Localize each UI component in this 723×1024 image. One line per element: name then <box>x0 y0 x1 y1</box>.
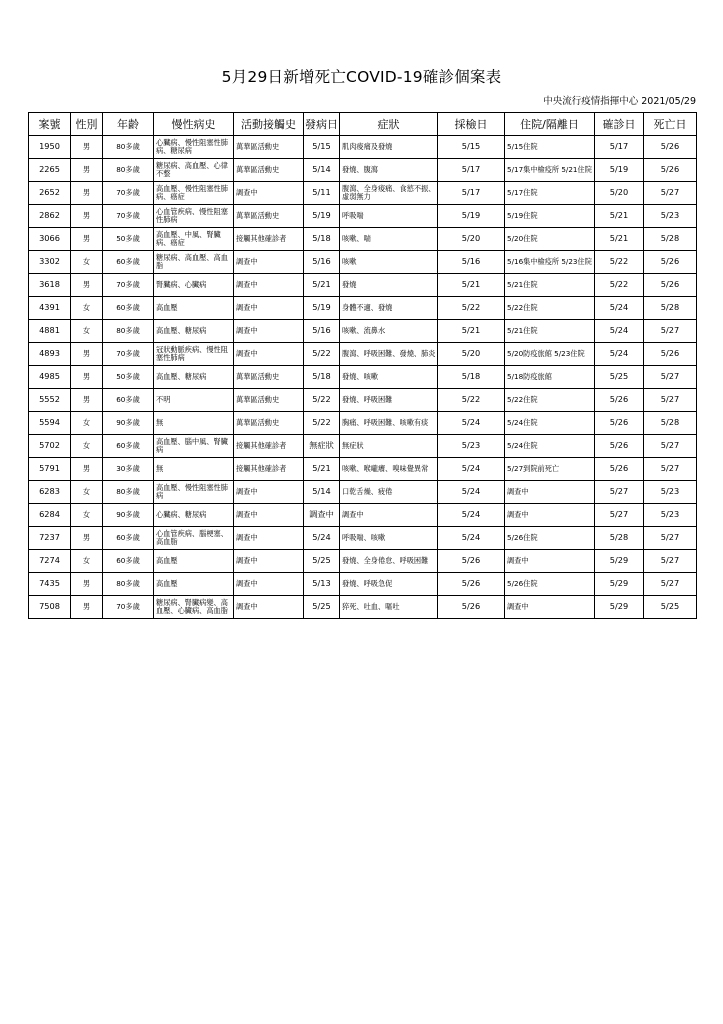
cell-contact: 調查中 <box>234 182 304 205</box>
cell-symptoms: 腹瀉、呼吸困難、發燒、肺炎 <box>340 343 438 366</box>
cell-hospital: 調查中 <box>505 504 595 527</box>
cell-sampled: 5/17 <box>438 182 505 205</box>
cell-sex: 男 <box>71 458 103 481</box>
cell-death: 5/26 <box>644 136 697 159</box>
cell-onset: 5/21 <box>304 458 340 481</box>
cell-sex: 男 <box>71 136 103 159</box>
cell-death: 5/28 <box>644 412 697 435</box>
cell-age: 80多歲 <box>103 159 154 182</box>
cell-contact: 接觸其他確診者 <box>234 228 304 251</box>
cell-death: 5/27 <box>644 182 697 205</box>
cell-hospital: 5/15住院 <box>505 136 595 159</box>
cell-confirmed: 5/17 <box>595 136 644 159</box>
cell-symptoms: 口乾舌燥、疲倦 <box>340 481 438 504</box>
cell-history: 無 <box>154 412 234 435</box>
cell-confirmed: 5/24 <box>595 343 644 366</box>
cell-sex: 男 <box>71 366 103 389</box>
cell-case: 6284 <box>29 504 71 527</box>
cell-symptoms: 無症狀 <box>340 435 438 458</box>
cell-onset: 5/15 <box>304 136 340 159</box>
cell-hospital: 5/26住院 <box>505 527 595 550</box>
cell-history: 高血壓、糖尿病 <box>154 320 234 343</box>
cell-contact: 調查中 <box>234 481 304 504</box>
cell-sampled: 5/26 <box>438 550 505 573</box>
cell-confirmed: 5/22 <box>595 251 644 274</box>
cell-confirmed: 5/26 <box>595 389 644 412</box>
cell-contact: 萬華區活動史 <box>234 412 304 435</box>
cell-confirmed: 5/28 <box>595 527 644 550</box>
header-onset: 發病日 <box>304 113 340 136</box>
cell-death: 5/28 <box>644 297 697 320</box>
cell-age: 80多歲 <box>103 136 154 159</box>
cell-history: 高血壓 <box>154 297 234 320</box>
cell-case: 7508 <box>29 596 71 619</box>
cell-onset: 調查中 <box>304 504 340 527</box>
cell-confirmed: 5/26 <box>595 435 644 458</box>
table-row <box>29 182 697 205</box>
table-row <box>29 573 697 596</box>
cell-onset: 5/16 <box>304 320 340 343</box>
cell-sex: 女 <box>71 297 103 320</box>
cell-case: 7274 <box>29 550 71 573</box>
cell-age: 60多歲 <box>103 435 154 458</box>
cell-hospital: 調查中 <box>505 550 595 573</box>
cell-age: 60多歲 <box>103 527 154 550</box>
header-confirmed: 確診日 <box>595 113 644 136</box>
table-row <box>29 458 697 481</box>
header-sex: 性別 <box>71 113 103 136</box>
cell-hospital: 5/20住院 <box>505 228 595 251</box>
cell-symptoms: 身體不適、發燒 <box>340 297 438 320</box>
cell-case: 4391 <box>29 297 71 320</box>
cell-sampled: 5/24 <box>438 458 505 481</box>
cell-history: 腎臟病、心臟病 <box>154 274 234 297</box>
cell-age: 90多歲 <box>103 504 154 527</box>
cell-sex: 女 <box>71 504 103 527</box>
cell-case: 6283 <box>29 481 71 504</box>
cell-sex: 女 <box>71 251 103 274</box>
cell-age: 60多歲 <box>103 251 154 274</box>
cell-hospital: 5/27到院前死亡 <box>505 458 595 481</box>
cell-sampled: 5/22 <box>438 389 505 412</box>
cell-sex: 女 <box>71 320 103 343</box>
cell-confirmed: 5/21 <box>595 228 644 251</box>
cell-onset: 5/22 <box>304 412 340 435</box>
cell-sex: 男 <box>71 159 103 182</box>
cell-onset: 5/25 <box>304 596 340 619</box>
cell-symptoms: 咳嗽、流鼻水 <box>340 320 438 343</box>
cell-death: 5/27 <box>644 435 697 458</box>
table-body <box>29 136 697 619</box>
cell-sampled: 5/20 <box>438 228 505 251</box>
cell-confirmed: 5/26 <box>595 412 644 435</box>
cell-symptoms: 猝死、吐血、嘔吐 <box>340 596 438 619</box>
cell-onset: 5/21 <box>304 274 340 297</box>
cell-history: 糖尿病、高血壓、高血脂 <box>154 251 234 274</box>
cell-hospital: 5/17集中檢疫所 5/21住院 <box>505 159 595 182</box>
cell-sampled: 5/15 <box>438 136 505 159</box>
cell-symptoms: 肌肉痠痛及發燒 <box>340 136 438 159</box>
cell-history: 心臟病、糖尿病 <box>154 504 234 527</box>
table-row <box>29 481 697 504</box>
table-row <box>29 320 697 343</box>
table-row <box>29 159 697 182</box>
cell-contact: 萬華區活動史 <box>234 205 304 228</box>
cell-confirmed: 5/27 <box>595 481 644 504</box>
cell-hospital: 5/18防疫旅館 <box>505 366 595 389</box>
cell-age: 80多歲 <box>103 320 154 343</box>
cell-contact: 萬華區活動史 <box>234 366 304 389</box>
cell-age: 70多歲 <box>103 274 154 297</box>
cell-sex: 男 <box>71 596 103 619</box>
cell-symptoms: 調查中 <box>340 504 438 527</box>
cell-sampled: 5/23 <box>438 435 505 458</box>
cell-history: 高血壓、糖尿病 <box>154 366 234 389</box>
cell-death: 5/27 <box>644 550 697 573</box>
cell-onset: 5/22 <box>304 389 340 412</box>
cell-death: 5/27 <box>644 389 697 412</box>
cell-confirmed: 5/25 <box>595 366 644 389</box>
cell-confirmed: 5/20 <box>595 182 644 205</box>
cell-symptoms: 腹瀉、全身痠痛、食慾不振、虛弱無力 <box>340 182 438 205</box>
cell-hospital: 5/26住院 <box>505 573 595 596</box>
death-cases-table <box>28 112 697 619</box>
cell-confirmed: 5/19 <box>595 159 644 182</box>
table-row <box>29 136 697 159</box>
table-row <box>29 550 697 573</box>
cell-sampled: 5/19 <box>438 205 505 228</box>
cell-hospital: 5/17住院 <box>505 182 595 205</box>
cell-history: 高血壓、腦中風、腎臟病 <box>154 435 234 458</box>
cell-sampled: 5/22 <box>438 297 505 320</box>
cell-death: 5/28 <box>644 228 697 251</box>
header-symptoms: 症狀 <box>340 113 438 136</box>
cell-onset: 5/18 <box>304 228 340 251</box>
cell-death: 5/27 <box>644 366 697 389</box>
cell-age: 60多歲 <box>103 297 154 320</box>
cell-history: 不明 <box>154 389 234 412</box>
header-age: 年齡 <box>103 113 154 136</box>
table-header-row <box>29 113 697 136</box>
cell-history: 無 <box>154 458 234 481</box>
table-row <box>29 251 697 274</box>
cell-hospital: 5/20防疫旅館 5/23住院 <box>505 343 595 366</box>
cell-sex: 男 <box>71 205 103 228</box>
cell-death: 5/26 <box>644 274 697 297</box>
cell-onset: 5/16 <box>304 251 340 274</box>
cell-sampled: 5/21 <box>438 320 505 343</box>
cell-sampled: 5/17 <box>438 159 505 182</box>
cell-case: 3066 <box>29 228 71 251</box>
cell-contact: 調查中 <box>234 251 304 274</box>
cell-contact: 調查中 <box>234 274 304 297</box>
cell-history: 高血壓、慢性阻塞性肺病 <box>154 481 234 504</box>
cell-sex: 女 <box>71 435 103 458</box>
cell-case: 2265 <box>29 159 71 182</box>
cell-contact: 接觸其他確診者 <box>234 435 304 458</box>
cell-sampled: 5/20 <box>438 343 505 366</box>
cell-death: 5/26 <box>644 251 697 274</box>
cell-confirmed: 5/24 <box>595 297 644 320</box>
cell-case: 5791 <box>29 458 71 481</box>
source-line: 中央流行疫情指揮中心 2021/05/29 <box>543 96 696 107</box>
cell-hospital: 5/21住院 <box>505 320 595 343</box>
cell-age: 70多歲 <box>103 343 154 366</box>
cell-case: 4881 <box>29 320 71 343</box>
cell-contact: 萬華區活動史 <box>234 136 304 159</box>
header-contact: 活動接觸史 <box>234 113 304 136</box>
cell-history: 心血管疾病、慢性阻塞性肺病 <box>154 205 234 228</box>
table-row <box>29 412 697 435</box>
cell-hospital: 5/24住院 <box>505 435 595 458</box>
cell-confirmed: 5/26 <box>595 458 644 481</box>
cell-case: 4893 <box>29 343 71 366</box>
cell-case: 2862 <box>29 205 71 228</box>
cell-history: 心血管疾病、腦梗塞、高血脂 <box>154 527 234 550</box>
cell-sex: 女 <box>71 481 103 504</box>
cell-contact: 調查中 <box>234 343 304 366</box>
header-history: 慢性病史 <box>154 113 234 136</box>
cell-onset: 5/19 <box>304 205 340 228</box>
cell-sampled: 5/24 <box>438 412 505 435</box>
cell-hospital: 調查中 <box>505 596 595 619</box>
cell-onset: 5/25 <box>304 550 340 573</box>
header-sampled: 採檢日 <box>438 113 505 136</box>
cell-sampled: 5/26 <box>438 573 505 596</box>
cell-age: 50多歲 <box>103 366 154 389</box>
cell-onset: 5/19 <box>304 297 340 320</box>
cell-sex: 男 <box>71 182 103 205</box>
cell-case: 2652 <box>29 182 71 205</box>
cell-age: 80多歲 <box>103 481 154 504</box>
cell-onset: 5/11 <box>304 182 340 205</box>
cell-hospital: 5/19住院 <box>505 205 595 228</box>
table-row <box>29 435 697 458</box>
cell-hospital: 5/21住院 <box>505 274 595 297</box>
cell-sex: 男 <box>71 573 103 596</box>
cell-age: 70多歲 <box>103 596 154 619</box>
cell-history: 高血壓、慢性阻塞性肺病、癌症 <box>154 182 234 205</box>
cell-symptoms: 咳嗽 <box>340 251 438 274</box>
header-case: 案號 <box>29 113 71 136</box>
cell-sex: 男 <box>71 274 103 297</box>
cell-sex: 男 <box>71 343 103 366</box>
cell-sampled: 5/24 <box>438 527 505 550</box>
table-row <box>29 343 697 366</box>
cell-symptoms: 發燒、呼吸困難 <box>340 389 438 412</box>
cell-contact: 萬華區活動史 <box>234 389 304 412</box>
cell-symptoms: 發燒、呼吸急促 <box>340 573 438 596</box>
cell-case: 1950 <box>29 136 71 159</box>
cell-confirmed: 5/22 <box>595 274 644 297</box>
cell-death: 5/26 <box>644 159 697 182</box>
cell-symptoms: 胸痛、呼吸困難、咳嗽有痰 <box>340 412 438 435</box>
cell-death: 5/27 <box>644 458 697 481</box>
cell-age: 70多歲 <box>103 182 154 205</box>
cell-confirmed: 5/29 <box>595 550 644 573</box>
cell-age: 30多歲 <box>103 458 154 481</box>
cell-history: 高血壓 <box>154 573 234 596</box>
cell-sampled: 5/24 <box>438 481 505 504</box>
cell-onset: 5/22 <box>304 343 340 366</box>
cell-sampled: 5/24 <box>438 504 505 527</box>
table-row <box>29 228 697 251</box>
cell-case: 7237 <box>29 527 71 550</box>
cell-confirmed: 5/29 <box>595 573 644 596</box>
cell-symptoms: 發燒、腹瀉 <box>340 159 438 182</box>
cell-case: 5552 <box>29 389 71 412</box>
cell-history: 糖尿病、腎臟病變、高血壓、心臟病、高血脂 <box>154 596 234 619</box>
cell-sex: 男 <box>71 389 103 412</box>
table-row <box>29 274 697 297</box>
cell-sex: 女 <box>71 412 103 435</box>
cell-contact: 調查中 <box>234 596 304 619</box>
cell-symptoms: 發燒、咳嗽 <box>340 366 438 389</box>
cell-sampled: 5/18 <box>438 366 505 389</box>
cell-age: 70多歲 <box>103 205 154 228</box>
cell-death: 5/27 <box>644 527 697 550</box>
cell-onset: 5/13 <box>304 573 340 596</box>
cell-hospital: 5/16集中檢疫所 5/23住院 <box>505 251 595 274</box>
table-row <box>29 297 697 320</box>
table-row <box>29 205 697 228</box>
cell-contact: 調查中 <box>234 550 304 573</box>
cell-case: 3618 <box>29 274 71 297</box>
cell-contact: 調查中 <box>234 297 304 320</box>
cell-age: 60多歲 <box>103 550 154 573</box>
cell-death: 5/26 <box>644 343 697 366</box>
cell-sampled: 5/26 <box>438 596 505 619</box>
cell-death: 5/23 <box>644 504 697 527</box>
cell-history: 糖尿病、高血壓、心律不整 <box>154 159 234 182</box>
cell-onset: 5/14 <box>304 159 340 182</box>
cell-sampled: 5/16 <box>438 251 505 274</box>
cell-case: 7435 <box>29 573 71 596</box>
cell-contact: 調查中 <box>234 504 304 527</box>
cell-contact: 萬華區活動史 <box>234 159 304 182</box>
cell-hospital: 5/24住院 <box>505 412 595 435</box>
cell-history: 高血壓、中風、腎臟病、癌症 <box>154 228 234 251</box>
cell-onset: 無症狀 <box>304 435 340 458</box>
cell-confirmed: 5/29 <box>595 596 644 619</box>
cell-age: 50多歲 <box>103 228 154 251</box>
cell-death: 5/27 <box>644 320 697 343</box>
cell-case: 5594 <box>29 412 71 435</box>
cell-confirmed: 5/21 <box>595 205 644 228</box>
cell-case: 3302 <box>29 251 71 274</box>
table-row <box>29 596 697 619</box>
cell-hospital: 調查中 <box>505 481 595 504</box>
cell-sampled: 5/21 <box>438 274 505 297</box>
cell-symptoms: 發燒 <box>340 274 438 297</box>
cell-onset: 5/14 <box>304 481 340 504</box>
cell-contact: 調查中 <box>234 320 304 343</box>
table-row <box>29 389 697 412</box>
cell-symptoms: 呼吸喘 <box>340 205 438 228</box>
cell-death: 5/27 <box>644 573 697 596</box>
cell-onset: 5/18 <box>304 366 340 389</box>
cell-contact: 接觸其他確診者 <box>234 458 304 481</box>
cell-history: 冠狀動脈疾病、慢性阻塞性肺病 <box>154 343 234 366</box>
cell-confirmed: 5/27 <box>595 504 644 527</box>
cell-contact: 調查中 <box>234 527 304 550</box>
cell-hospital: 5/22住院 <box>505 297 595 320</box>
table-row <box>29 527 697 550</box>
cell-symptoms: 發燒、全身倦怠、呼吸困難 <box>340 550 438 573</box>
cell-case: 4985 <box>29 366 71 389</box>
cell-symptoms: 呼吸喘、咳嗽 <box>340 527 438 550</box>
cell-age: 60多歲 <box>103 389 154 412</box>
cell-sex: 男 <box>71 228 103 251</box>
cell-symptoms: 咳嗽、喘 <box>340 228 438 251</box>
cell-death: 5/25 <box>644 596 697 619</box>
cell-history: 高血壓 <box>154 550 234 573</box>
table-row <box>29 366 697 389</box>
cell-sex: 男 <box>71 527 103 550</box>
cell-age: 80多歲 <box>103 573 154 596</box>
cell-confirmed: 5/24 <box>595 320 644 343</box>
cell-sex: 女 <box>71 550 103 573</box>
header-hospital: 住院/隔離日 <box>505 113 595 136</box>
cell-symptoms: 咳嗽、喉嚨癢、嗅味覺異常 <box>340 458 438 481</box>
table-row <box>29 504 697 527</box>
cell-history: 心臟病、慢性阻塞性肺病、糖尿病 <box>154 136 234 159</box>
cell-contact: 調查中 <box>234 573 304 596</box>
cell-death: 5/23 <box>644 205 697 228</box>
cell-case: 5702 <box>29 435 71 458</box>
cell-onset: 5/24 <box>304 527 340 550</box>
header-death: 死亡日 <box>644 113 697 136</box>
page-title: 5月29日新增死亡COVID-19確診個案表 <box>221 68 502 86</box>
cell-age: 90多歲 <box>103 412 154 435</box>
cell-hospital: 5/22住院 <box>505 389 595 412</box>
cell-death: 5/23 <box>644 481 697 504</box>
